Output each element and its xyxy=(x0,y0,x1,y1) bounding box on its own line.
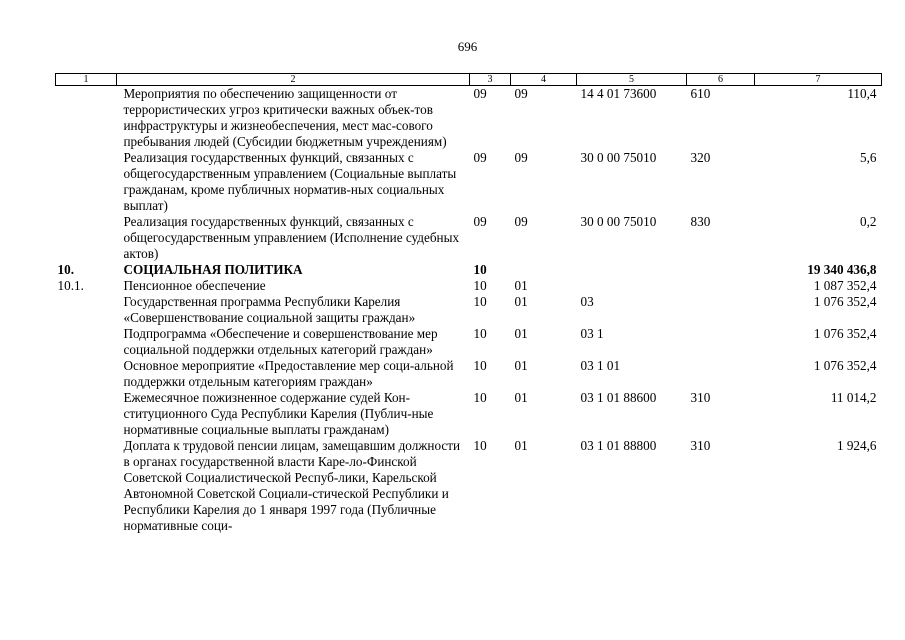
row-target-article: 30 0 00 75010 xyxy=(580,214,657,229)
table-row xyxy=(56,278,882,294)
row-expense-type xyxy=(687,358,755,390)
row-target-article: 03 1 01 88600 xyxy=(580,390,657,405)
row-section: 10 xyxy=(473,262,487,277)
table-row xyxy=(56,86,882,151)
row-subsection: 01 xyxy=(514,326,528,341)
row-subsection: 01 xyxy=(514,294,528,309)
row-expense-type: 310 xyxy=(690,438,711,453)
row-number: 10. xyxy=(57,262,74,277)
row-section: 09 xyxy=(473,214,487,229)
table-row xyxy=(56,262,882,278)
row-subsection: 09 xyxy=(514,150,528,165)
page-number: 696 xyxy=(457,39,478,54)
row-name: Ежемесячное пожизненное содержание судей Кон-ституционного Суда Республики Карелия (Публич-ные нормативные социальные выплаты гражданам) xyxy=(123,390,434,437)
row-amount: 5,6 xyxy=(860,150,877,165)
row-subsection: 01 xyxy=(514,438,528,453)
row-target-article: 03 1 01 88800 xyxy=(580,438,657,453)
row-section: 10 xyxy=(473,278,487,293)
row-expense-type: 610 xyxy=(690,86,711,101)
header-col-5: 5 xyxy=(577,74,687,86)
row-subsection: 09 xyxy=(514,86,528,101)
row-name: Основное мероприятие «Предоставление мер соци-альной поддержки отдельным категориям граждан» xyxy=(123,358,454,389)
row-section: 10 xyxy=(473,390,487,405)
table-body xyxy=(56,86,882,535)
row-expense-type xyxy=(687,262,755,278)
row-target-article: 03 xyxy=(580,294,594,309)
row-target-article xyxy=(577,278,687,294)
row-name: Реализация государственных функций, связанных с общегосударственным управлением (Социальные выплаты гражданам, кроме публичных норматив-ных социальных выплат) xyxy=(123,150,457,213)
row-expense-type xyxy=(687,278,755,294)
row-number xyxy=(56,214,117,262)
header-col-3: 3 xyxy=(470,74,511,86)
row-number xyxy=(56,150,117,214)
row-section: 10 xyxy=(473,438,487,453)
row-target-article: 14 4 01 73600 xyxy=(580,86,657,101)
row-amount: 19 340 436,8 xyxy=(807,262,877,277)
row-amount: 1 087 352,4 xyxy=(813,278,877,293)
row-expense-type: 320 xyxy=(690,150,711,165)
header-col-4: 4 xyxy=(511,74,577,86)
row-subsection xyxy=(511,262,577,278)
budget-table xyxy=(55,73,882,534)
row-name: Мероприятия по обеспечению защищенности от террористических угроз критически важных объек-тов инфраструктуры и жизнеобеспечения, мест мас-сового пребывания людей (Субсидии бюджетным учреждениям) xyxy=(123,86,447,149)
row-section: 09 xyxy=(473,86,487,101)
row-subsection: 09 xyxy=(514,214,528,229)
row-subsection: 01 xyxy=(514,390,528,405)
row-target-article: 03 1 xyxy=(580,326,604,341)
row-amount: 11 014,2 xyxy=(830,390,877,405)
row-amount: 0,2 xyxy=(860,214,877,229)
table-row xyxy=(56,390,882,438)
row-amount: 1 076 352,4 xyxy=(813,358,877,373)
header-col-2: 2 xyxy=(117,74,470,86)
row-name: Подпрограмма «Обеспечение и совершенствование мер социальной поддержки отдельных категорий граждан» xyxy=(123,326,438,357)
table-row xyxy=(56,326,882,358)
row-subsection: 01 xyxy=(514,278,528,293)
row-target-article xyxy=(577,262,687,278)
row-section: 10 xyxy=(473,294,487,309)
row-subsection: 01 xyxy=(514,358,528,373)
table-row xyxy=(56,150,882,214)
row-section: 10 xyxy=(473,358,487,373)
row-target-article: 30 0 00 75010 xyxy=(580,150,657,165)
table-row xyxy=(56,294,882,326)
header-col-7: 7 xyxy=(755,74,882,86)
table-header xyxy=(56,74,882,86)
table-row xyxy=(56,214,882,262)
header-col-6: 6 xyxy=(687,74,755,86)
row-expense-type xyxy=(687,294,755,326)
row-name: Государственная программа Республики Карелия «Совершенствование социальной защиты граждан» xyxy=(123,294,416,325)
row-amount: 1 076 352,4 xyxy=(813,294,877,309)
row-expense-type: 310 xyxy=(690,390,711,405)
row-number xyxy=(56,390,117,438)
row-section: 09 xyxy=(473,150,487,165)
row-amount: 1 076 352,4 xyxy=(813,326,877,341)
row-name: Пенсионное обеспечение xyxy=(123,278,266,293)
row-target-article: 03 1 01 xyxy=(580,358,621,373)
row-expense-type: 830 xyxy=(690,214,711,229)
header-col-1: 1 xyxy=(56,74,117,86)
row-amount: 110,4 xyxy=(847,86,877,101)
row-name: Реализация государственных функций, связанных с общегосударственным управлением (Исполнение судебных актов) xyxy=(123,214,460,261)
row-number xyxy=(56,86,117,151)
row-number xyxy=(56,326,117,358)
row-name: СОЦИАЛЬНАЯ ПОЛИТИКА xyxy=(123,262,303,277)
row-number xyxy=(56,294,117,326)
row-number: 10.1. xyxy=(57,278,84,293)
row-number xyxy=(56,358,117,390)
header-row xyxy=(56,74,882,86)
row-section: 10 xyxy=(473,326,487,341)
row-amount: 1 924,6 xyxy=(836,438,877,453)
row-expense-type xyxy=(687,326,755,358)
table-row xyxy=(56,358,882,390)
row-name: Доплата к трудовой пенсии лицам, замещавшим должности в органах государственной власти Каре-ло-Финской Советской Социалистической Респуб-лики, Карельской Автономной Советской Социали-стической Республики и Республики Карелия до 1 января 1997 года (Публичные нормативные соци- xyxy=(123,438,461,533)
table-row xyxy=(56,438,882,534)
row-number xyxy=(56,438,117,534)
